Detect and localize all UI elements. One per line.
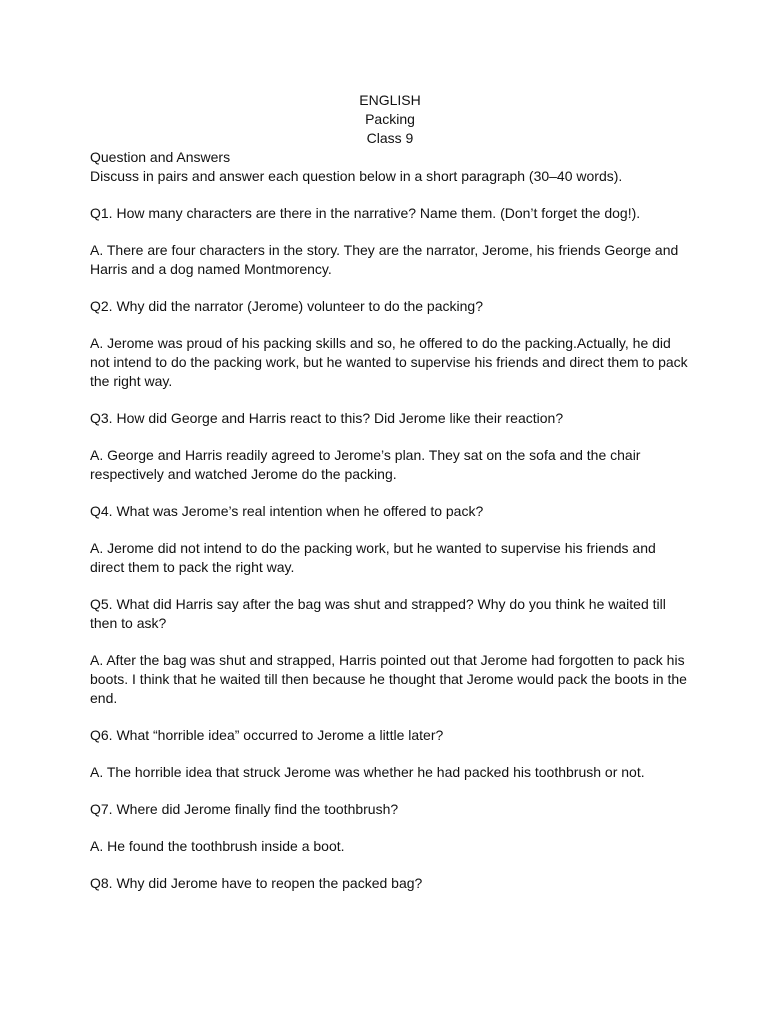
answer-2: A. Jerome was proud of his packing skills and so, he offered to do the packing.Actually, he did not intend to do the packing work, but he wanted to supervise his friends and direct them to pack the right way. [90, 335, 688, 389]
question-4: Q4. What was Jerome’s real intention when he offered to pack? [90, 503, 484, 519]
section-title: Question and Answers [90, 149, 231, 165]
class-label: Class 9 [366, 130, 414, 146]
question-7: Q7. Where did Jerome finally find the toothbrush? [90, 801, 399, 817]
question-1: Q1. How many characters are there in the narrative? Name them. (Don’t forget the dog!). [90, 205, 641, 221]
question-6: Q6. What “horrible idea” occurred to Jerome a little later? [90, 727, 444, 743]
answer-6: A. The horrible idea that struck Jerome was whether he had packed his toothbrush or not. [90, 764, 645, 780]
document-header [90, 91, 690, 148]
question-5: Q5. What did Harris say after the bag was shut and strapped? Why do you think he waited till then to ask? [90, 596, 666, 631]
chapter-title: Packing [365, 111, 415, 127]
answer-4: A. Jerome did not intend to do the packing work, but he wanted to supervise his friends and direct them to pack the right way. [90, 540, 656, 575]
document-page [90, 91, 690, 893]
answer-7: A. He found the toothbrush inside a boot. [90, 838, 345, 854]
intro-section [90, 148, 690, 186]
instruction-text: Discuss in pairs and answer each question below in a short paragraph (30–40 words). [90, 168, 623, 184]
question-8: Q8. Why did Jerome have to reopen the packed bag? [90, 875, 423, 891]
answer-3: A. George and Harris readily agreed to Jerome’s plan. They sat on the sofa and the chair respectively and watched Jerome do the packing. [90, 447, 641, 482]
question-3: Q3. How did George and Harris react to this? Did Jerome like their reaction? [90, 410, 564, 426]
subject-title: ENGLISH [359, 92, 421, 108]
answer-1: A. There are four characters in the story. They are the narrator, Jerome, his friends George and Harris and a dog named Montmorency. [90, 242, 679, 277]
answer-5: A. After the bag was shut and strapped, Harris pointed out that Jerome had forgotten to pack his boots. I think that he waited till then because he thought that Jerome would pack the boots in the end. [90, 652, 687, 706]
question-2: Q2. Why did the narrator (Jerome) volunteer to do the packing? [90, 298, 483, 314]
